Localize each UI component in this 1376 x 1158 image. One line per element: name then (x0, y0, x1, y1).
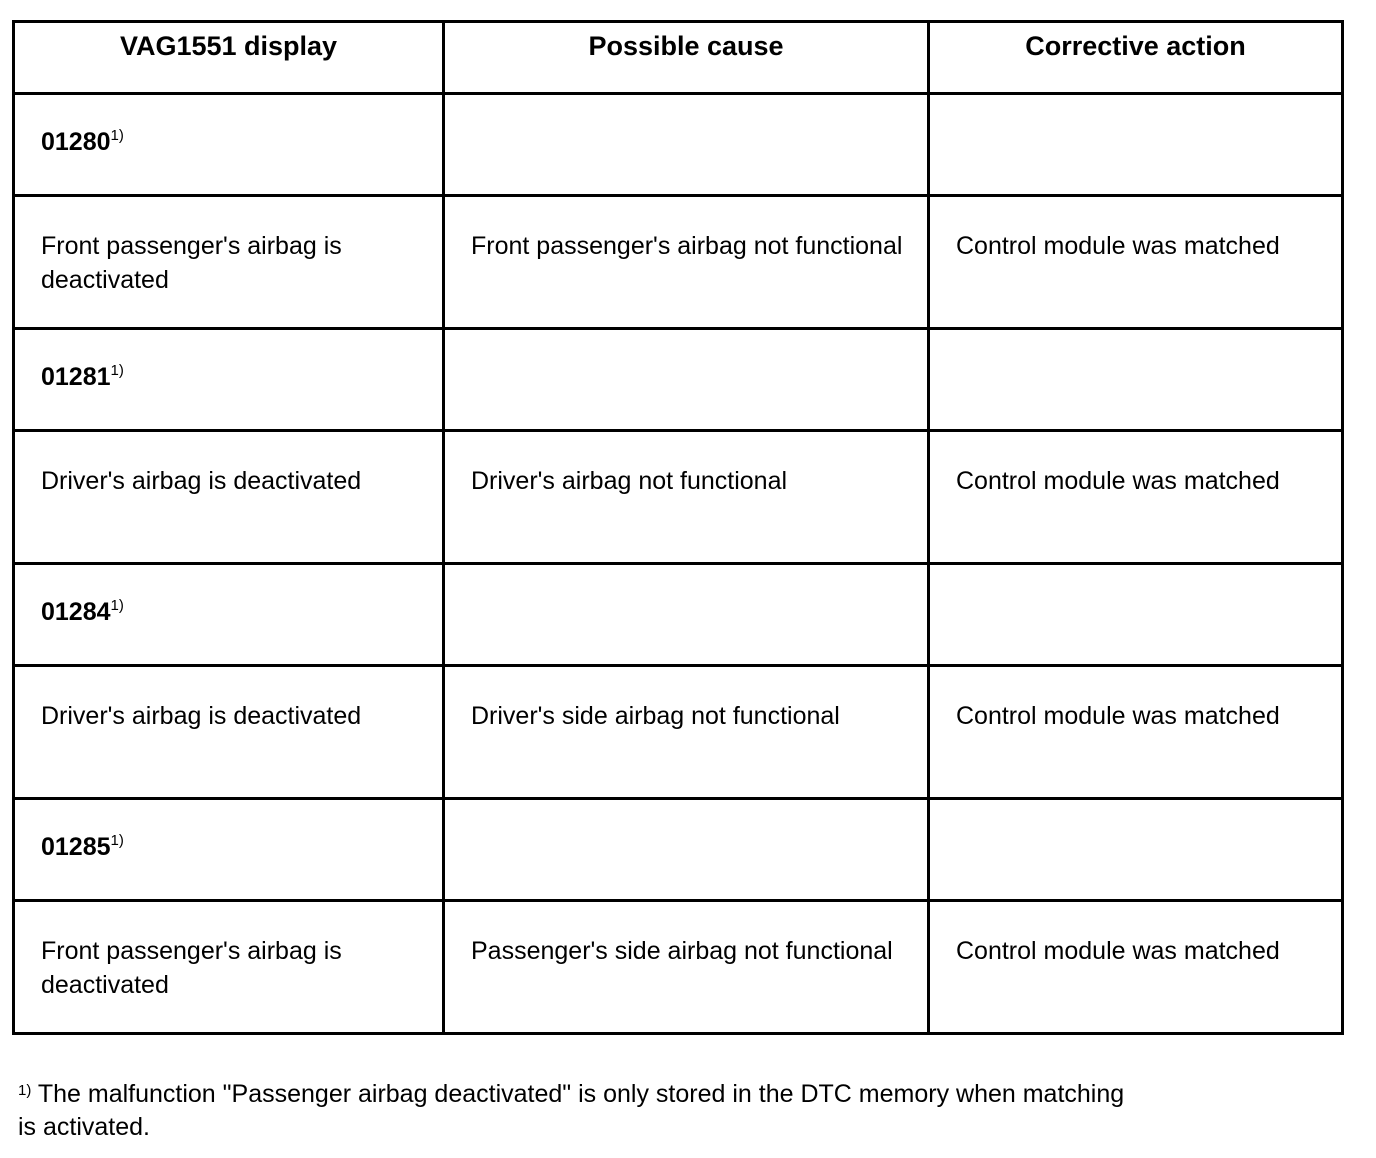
action-cell (929, 666, 1343, 799)
header-cause: Possible cause (444, 22, 929, 94)
action-cell (929, 901, 1343, 1034)
empty-cell (929, 564, 1343, 666)
cause-cell (444, 431, 929, 564)
cause-cell (444, 196, 929, 329)
empty-cell (929, 94, 1343, 196)
code-cell (14, 94, 444, 196)
empty-cell (444, 329, 929, 431)
code-footnote-mark: 1) (110, 832, 124, 849)
display-cell (14, 901, 444, 1034)
code-footnote-mark: 1) (110, 127, 124, 144)
dtc-code: 01280 (41, 128, 111, 156)
display-cell (14, 431, 444, 564)
display-text: Front passenger's airbag is deactivated (41, 937, 342, 999)
dtc-table (12, 20, 1344, 1035)
action-cell (929, 196, 1343, 329)
footnote (18, 1078, 1138, 1144)
description-row (14, 196, 1343, 329)
empty-cell (929, 329, 1343, 431)
display-text: Front passenger's airbag is deactivated (41, 232, 342, 294)
header-display: VAG1551 display (14, 22, 444, 94)
empty-cell (929, 799, 1343, 901)
display-cell (14, 196, 444, 329)
dtc-code: 01285 (41, 833, 111, 861)
empty-cell (444, 564, 929, 666)
description-row (14, 901, 1343, 1034)
code-row (14, 799, 1343, 901)
dtc-code: 01281 (41, 363, 111, 391)
action-text: Control module was matched (956, 467, 1280, 495)
description-row (14, 666, 1343, 799)
code-footnote-mark: 1) (110, 362, 124, 379)
action-cell (929, 431, 1343, 564)
display-cell (14, 666, 444, 799)
cause-text: Front passenger's airbag not functional (471, 232, 903, 260)
code-cell (14, 329, 444, 431)
cause-text: Passenger's side airbag not functional (471, 937, 893, 965)
cause-text: Driver's airbag not functional (471, 467, 788, 495)
code-cell (14, 799, 444, 901)
header-row (14, 22, 1343, 94)
dtc-code: 01284 (41, 598, 111, 626)
footnote-text: The malfunction "Passenger airbag deactivated" is only stored in the DTC memory when matching is activated. (18, 1080, 1125, 1141)
header-action: Corrective action (929, 22, 1343, 94)
display-text: Driver's airbag is deactivated (41, 467, 362, 495)
display-text: Driver's airbag is deactivated (41, 702, 362, 730)
code-row (14, 329, 1343, 431)
description-row (14, 431, 1343, 564)
cause-cell (444, 666, 929, 799)
cause-cell (444, 901, 929, 1034)
empty-cell (444, 94, 929, 196)
code-row (14, 564, 1343, 666)
code-footnote-mark: 1) (110, 597, 124, 614)
footnote-mark: 1) (18, 1082, 32, 1099)
empty-cell (444, 799, 929, 901)
cause-text: Driver's side airbag not functional (471, 702, 840, 730)
action-text: Control module was matched (956, 937, 1280, 965)
code-row (14, 94, 1343, 196)
action-text: Control module was matched (956, 232, 1280, 260)
action-text: Control module was matched (956, 702, 1280, 730)
code-cell (14, 564, 444, 666)
